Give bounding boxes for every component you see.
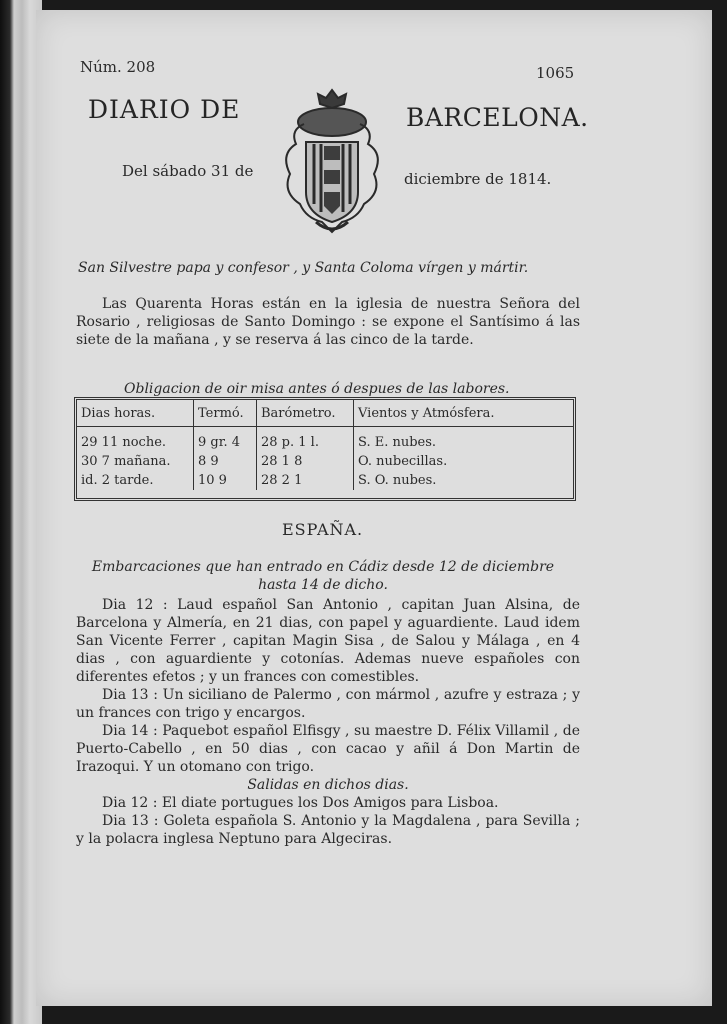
forty-hours-paragraph	[76, 295, 580, 349]
col-barometer: Barómetro.	[257, 400, 354, 427]
arrivals-heading: Embarcaciones que han entrado en Cádiz desde 12 de diciembre hasta 14 de dicho.	[91, 559, 555, 593]
table-row	[77, 471, 573, 490]
table-cell: 28 p. 1 l.	[257, 427, 354, 453]
forty-hours-text: Las Quarenta Horas están en la iglesia de nuestra Señora del Rosario , religiosas de Santo Domingo : se expone el Santísimo á las siete de la mañana , y se reserva á las cinco de la tarde.	[76, 296, 580, 348]
date-right: diciembre de 1814.	[404, 170, 552, 188]
date-left: Del sábado 31 de	[122, 162, 254, 180]
table-cell: id. 2 tarde.	[77, 471, 194, 490]
departures-heading: Salidas en dichos dias.	[247, 777, 409, 793]
table-cell: S. O. nubes.	[358, 473, 437, 488]
masthead-title-left: DIARIO DE	[88, 95, 241, 124]
table-cell: O. nubecillas.	[358, 454, 448, 469]
coat-of-arms-icon	[274, 84, 390, 244]
issue-number: Núm. 208	[80, 58, 156, 76]
table-row	[77, 427, 573, 453]
table-cell: 30 7 mañana.	[77, 452, 194, 471]
page-number: 1065	[536, 64, 575, 82]
table-row	[77, 452, 573, 471]
table-cell: S. E. nubes.	[358, 435, 437, 450]
col-days-hours: Dias horas.	[77, 400, 194, 427]
arrivals-list	[76, 596, 580, 848]
arrival-entry: Dia 13 : Un siciliano de Palermo , con mármol , azufre y estraza ; y un frances con trigo y encargos.	[76, 687, 580, 721]
col-winds: Vientos y Atmósfera.	[354, 400, 574, 427]
col-thermometer: Termó.	[194, 400, 257, 427]
table-cell: 28 2 1	[257, 471, 354, 490]
arrival-entry: Dia 12 : Laud español San Antonio , capitan Juan Alsina, de Barcelona y Almería, en 21 dias, con papel y aguardiente. Laud idem San Vicente Ferrer , capitan Magin Sisa , de Salou y Málaga , en 4 dias , con aguardiente y cotonías. Ademas nueve españoles con diferentes efetos ; y un frances con comestibles.	[76, 597, 580, 685]
weather-table-header	[77, 400, 573, 427]
table-cell: 10 9	[194, 471, 257, 490]
newspaper-page	[36, 10, 712, 1006]
section-title: ESPAÑA.	[282, 520, 364, 539]
table-cell: 29 11 noche.	[77, 427, 194, 453]
table-cell: 28 1 8	[257, 452, 354, 471]
weather-table	[74, 397, 576, 501]
masthead-title-right: BARCELONA.	[406, 103, 589, 132]
arrival-entry: Dia 14 : Paquebot español Elfisgy , su maestre D. Félix Villamil , de Puerto-Cabello , en 50 dias , con cacao y añil á Don Martin de Irazoqui. Y un otomano con trigo.	[76, 723, 580, 775]
table-cell: 9 gr. 4	[194, 427, 257, 453]
mass-obligation: Obligacion de oir misa antes ó despues de las labores.	[124, 381, 510, 397]
table-cell: 8 9	[194, 452, 257, 471]
saint-of-day: San Silvestre papa y confesor , y Santa Coloma vírgen y mártir.	[78, 260, 529, 276]
departure-entry: Dia 12 : El diate portugues los Dos Amigos para Lisboa.	[102, 795, 499, 811]
departure-entry: Dia 13 : Goleta española S. Antonio y la Magdalena , para Sevilla ; y la polacra inglesa Neptuno para Algeciras.	[76, 813, 580, 847]
